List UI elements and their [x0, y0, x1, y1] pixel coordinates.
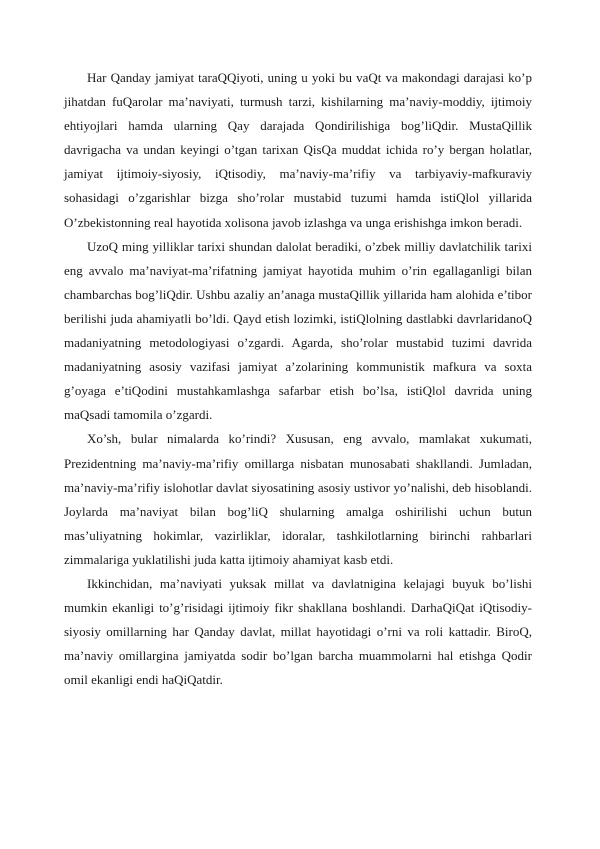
paragraph-1: Har Qanday jamiyat taraQQiyoti, uning u yoki bu vaQt va makondagi darajasi ko’p jihatdan fuQarolar ma’naviyati, turmush tarzi, kishilarning ma’naviy-moddiy, ijtimoiy ehtiyojlari hamda ularning Qay darajada Qondirilishiga bog’liQdir. MustaQillik davrigacha va undan keyingi o’tgan tarixan QisQa muddat ichida ro’y bergan holatlar, jamiyat ijtimoiy-siyosiy, iQtisodiy, ma’naviy-ma’rifiy va tarbiyaviy-mafkuraviy sohasidagi o’zgarishlar bizga sho’rolar mustabid tuzumi hamda istiQlol yillarida O’zbekistonning real hayotida xolisona javob izlashga va unga erishishga imkon beradi.	[64, 70, 532, 230]
body-text	[64, 66, 532, 692]
paragraph-4: Ikkinchidan, ma’naviyati yuksak millat va davlatnigina kelajagi buyuk bo’lishi mumkin ekanligi to’g’risidagi ijtimoiy fikr shakllana boshlandi. DarhaQiQat iQtisodiy-siyosiy omillarning har Qanday davlat, millat hayotidagi o’rni va roli kattadir. BiroQ, ma’naviy omillargina jamiyatda sodir bo’lgan barcha muammolarni hal etishga Qodir omil ekanligi endi haQiQatdir.	[64, 575, 532, 688]
paragraph-2: UzoQ ming yilliklar tarixi shundan dalolat beradiki, o’zbek milliy davlatchilik tarixi eng avvalo ma’naviyat-ma’rifatning jamiyat hayotida muhim o’rin egallaganligi bilan chambarchas bog’liQdir. Ushbu azaliy an’anaga mustaQillik yillarida ham alohida e’tibor berilishi juda ahamiyatli bo’ldi. Qayd etish lozimki, istiQlolning dastlabki davrlaridanoQ madaniyatning metodologiyasi o’zgardi. Agarda, sho’rolar mustabid tuzimi davrida madaniyatning asosiy vazifasi jamiyat a’zolarining kommunistik mafkura va soxta g’oyaga e’tiQodini mustahkamlashga safarbar etish bo’lsa, istiQlol davrida uning maQsadi tamomila o’zgardi.	[64, 238, 532, 423]
paragraph-3: Xo’sh, bular nimalarda ko’rindi? Xususan, eng avvalo, mamlakat xukumati, Prezidentning ma’naviy-ma’rifiy omillarga nisbatan munosabati shakllandi. Jumladan, ma’naviy-ma’rifiy islohotlar davlat siyosatining asosiy ustivor yo’nalishi, deb hisoblandi. Joylarda ma’naviyat bilan bog’liQ shularning amalga oshirilishi uchun butun mas’uliyatning hokimlar, vazirliklar, idoralar, tashkilotlarning birinchi rahbarlari zimmalariga yuklatilishi juda katta ijtimoiy ahamiyat kasb etdi.	[64, 431, 532, 567]
